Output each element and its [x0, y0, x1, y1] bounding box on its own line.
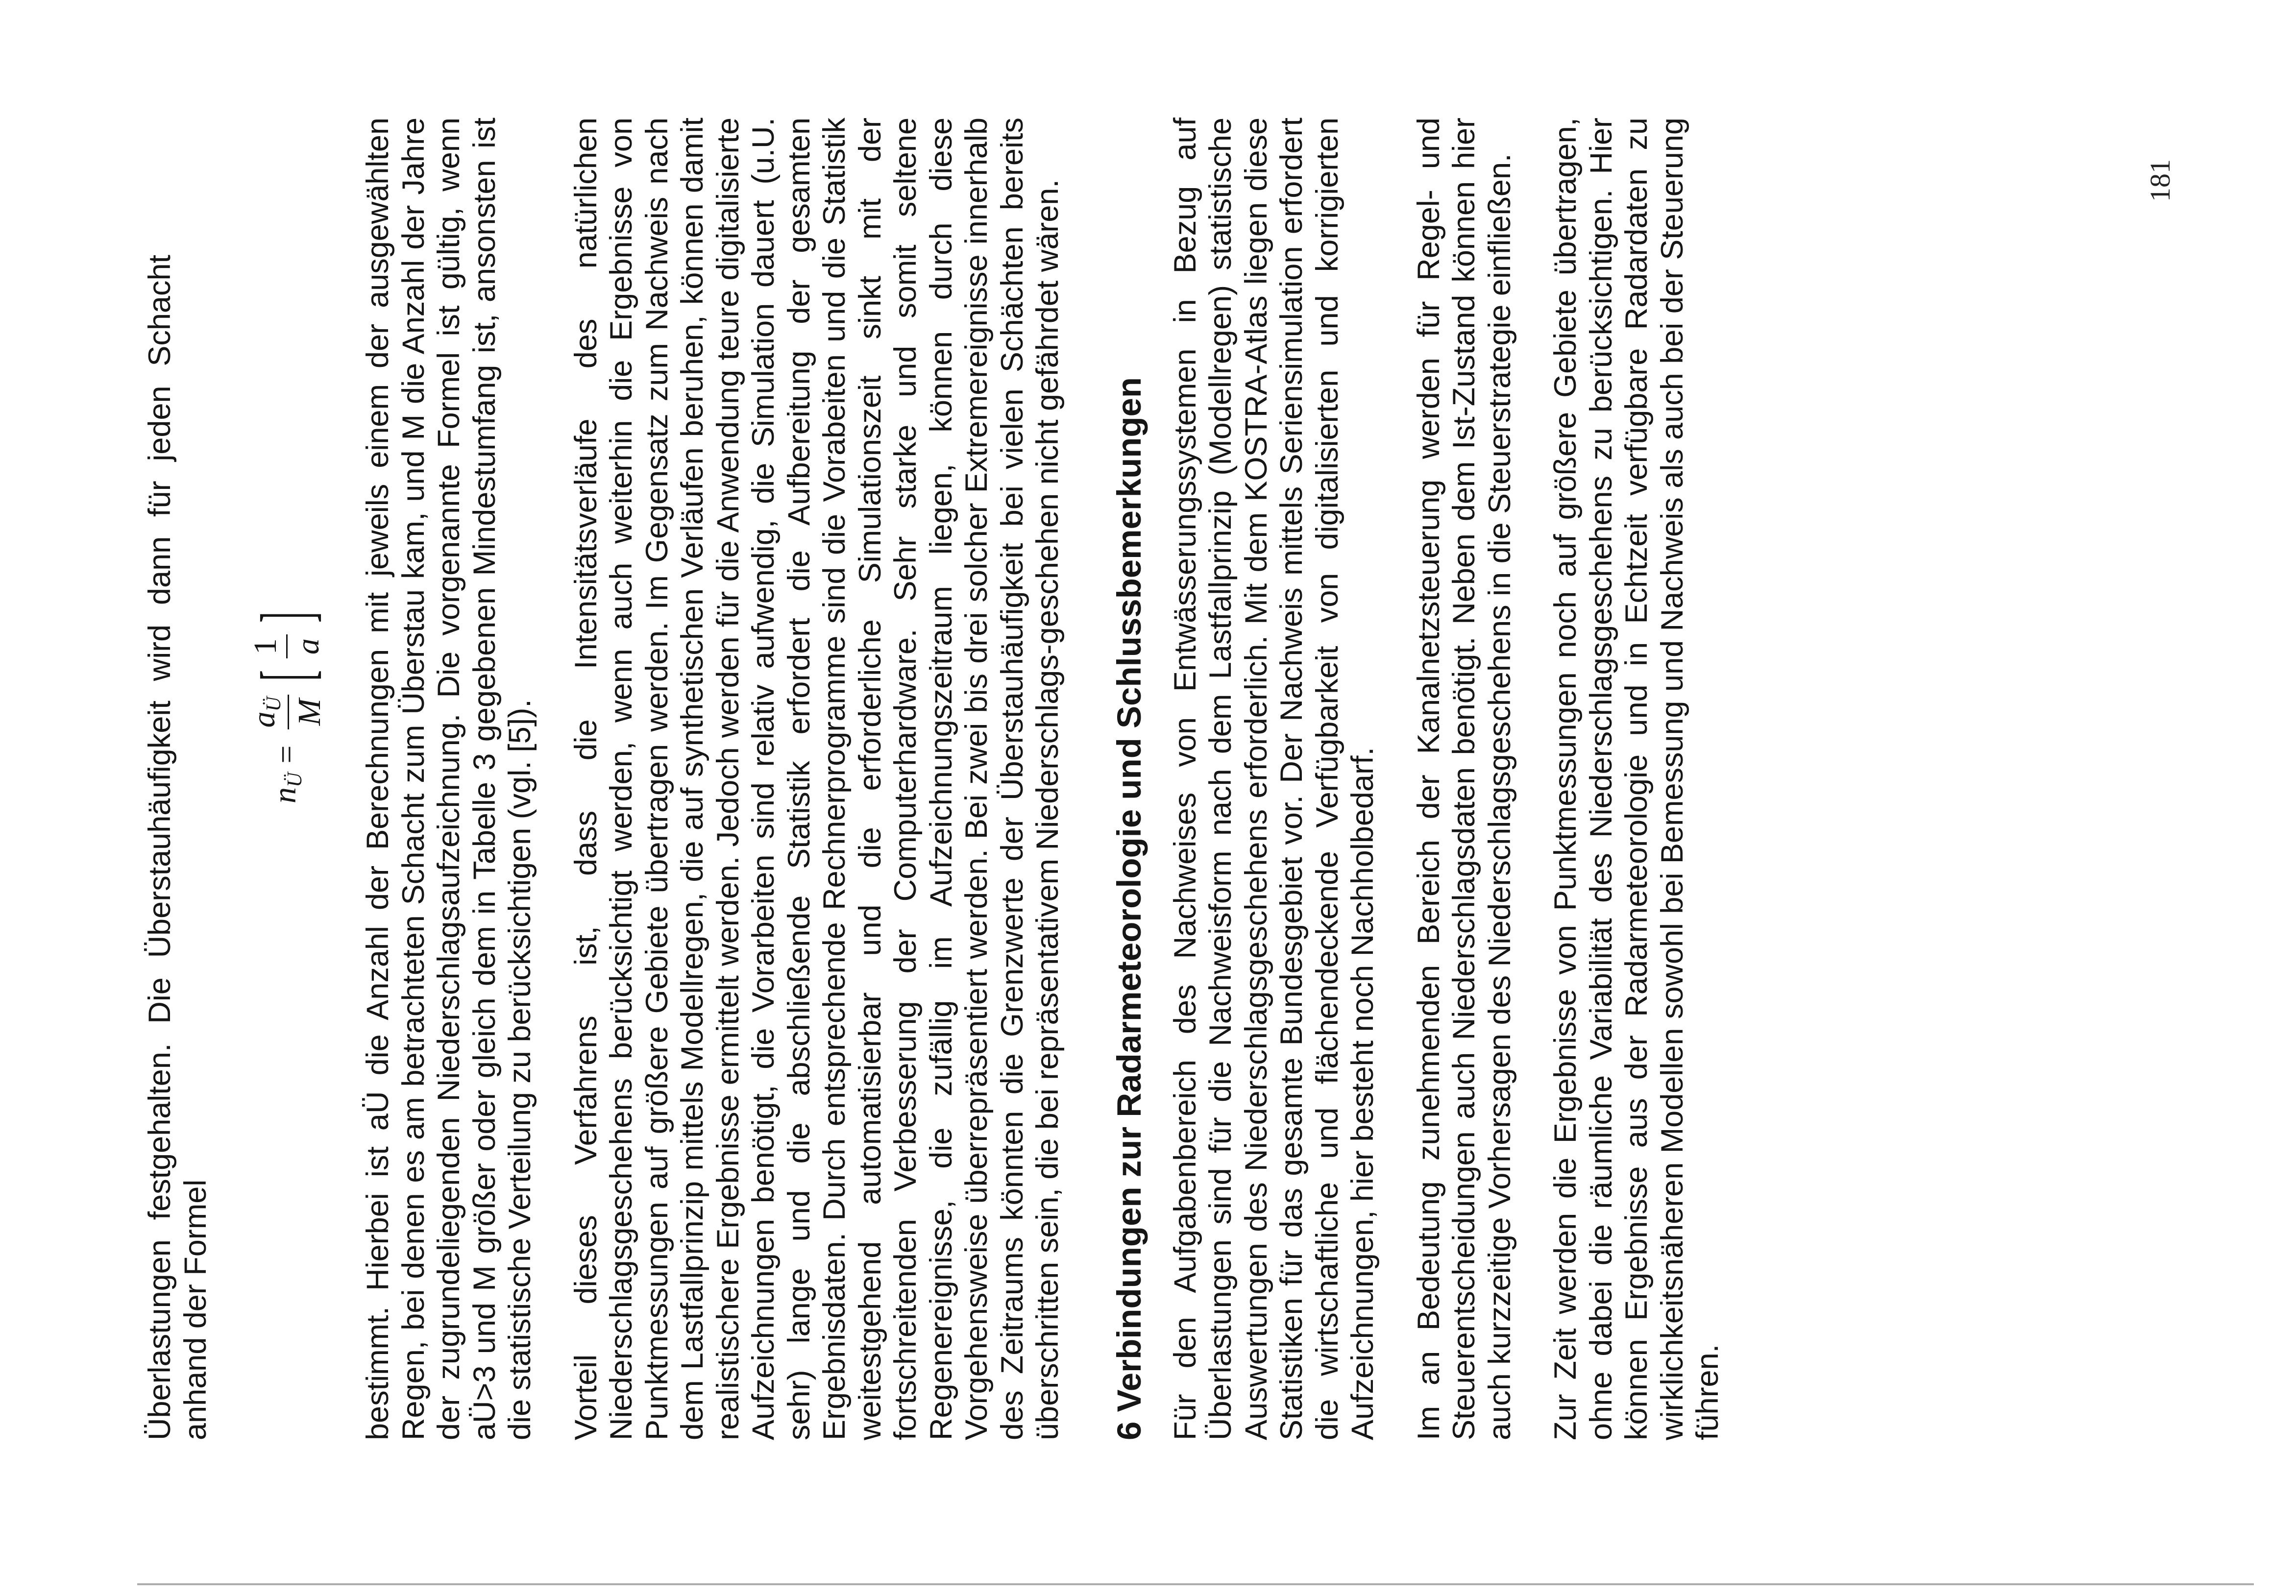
page-number: 181 [2144, 159, 2176, 202]
formula-fraction: $a_Ü$ M [245, 693, 328, 731]
formula-inner-fraction: 1 a [247, 634, 327, 658]
section-heading: 6 Verbindungen zur Radarmeteorologie und Schlussbemerkungen [1110, 377, 1148, 1440]
paragraph-advantages: Vorteil dieses Verfahrens ist, dass die Intensitätsverläufe des natürlichen Niederschlagsgeschehens berücksichtigt werden, wenn auch weiterhin die Ergebnisse von Punktmessungen auf größere Gebiete übertragen werden. Im Gegensatz zum Nachweis nach dem Lastfallprinzip mittels Modellregen, die auf synthetischen Verläufen beruhen, können damit realistischere Ergebnisse ermittelt werden. Jedoch werden für die Anwendung teure digitalisierte Aufzeichnungen benötigt, die Vorarbeiten sind relativ aufwendig, die Simulation dauert (u.U. sehr) lange und die abschließende Statistik erfordert die Aufbereitung der gesamten Ergebnisdaten. Durch entsprechende Rechnerprogramme sind die Vorabeiten und die Statistik weitestgehend automatisierbar und die erforderliche Simulationszeit sinkt mit der fortschreitenden Verbesserung der Computerhardware. Sehr starke und somit seltene Regenereignisse, die zufällig im Aufzeichnungszeitraum liegen, können durch diese Vorgehensweise überrepräsentiert werden. Bei zwei bis drei solcher Extremereignisse innerhalb des Zeitraums könnten die Grenzwerte der Überstauhäufigkeit bei vielen Schächten bereits überschritten sein, die bei repräsentativem Niederschlags-geschehen nicht gefährdet wären. [568, 118, 1065, 1440]
paragraph-intro: Überlastungen festgehalten. Die Überstauhäufigkeit wird dann für jeden Schacht anhand der Formel [143, 255, 213, 1440]
formula-bracket-right: ] [246, 611, 327, 623]
formula-equals: = [269, 745, 304, 764]
paragraph-outlook: Zur Zeit werden die Ergebnisse von Punktmessungen noch auf größere Gebiete übertragen, ohne dabei die räumliche Variabilität des Niederschlagsgeschehens zu berücksichtigen. Hier können Ergebnisse aus der Radarmeteorologie und in Echtzeit verfügbare Radardaten zu wirklichkeitsnäheren Modellen sowohl bei Bemessung und Nachweis als auch bei der Steuerung führen. [1548, 118, 1725, 1440]
page-content [142, 118, 1726, 1440]
scan-edge-line [137, 1583, 2254, 1585]
paragraph-definition: bestimmt. Hierbei ist aÜ die Anzahl der Berechnungen mit jeweils einem der ausgewählten Regen, bei denen es am betrachteten Schacht zum Überstau kam, und M die Anzahl der Jahre der zugrundeliegenden Niederschlagsaufzeichnung. Die vorgenannte Formel ist gültig, wenn aÜ>3 und M größer oder gleich dem in Tabelle 3 gegebenen Mindestumfang ist, ansonsten ist die statistische Verteilung zu berücksichtigen (vgl. [5]). [361, 118, 537, 1440]
overflow-frequency-formula [213, 118, 360, 1440]
paragraph-control: Im an Bedeutung zunehmenden Bereich der Kanalnetzsteuerung werden für Regel- und Steuerentscheidungen auch Niederschlagsdaten benötigt. Neben dem Ist-Zustand können hier auch kurzzeitige Vorhersagen des Niederschlagsgeschehens in die Steuerstrategie einfließen. [1411, 118, 1517, 1440]
formula-bracket-left: [ [246, 670, 327, 681]
formula-lhs: $n_Ü$ [267, 772, 306, 803]
paragraph-kostra: Für den Aufgabenbereich des Nachweises von Entwässerungssystemen in Bezug auf Überlastungen sind für die Nachweisform nach dem Lastfallprinzip (Modellregen) statistische Auswertungen des Niederschlagsgeschehens erforderlich. Mit dem KOSTRA-Atlas liegen diese Statistiken für das gesamte Bundesgebiet vor. Der Nachweis mittels Seriensimulation erfordert die wirtschaftliche und flächendeckende Verfügbarkeit von digitalisierten und korrigierten Aufzeichnungen, hier besteht noch Nachholbedarf. [1168, 118, 1380, 1440]
